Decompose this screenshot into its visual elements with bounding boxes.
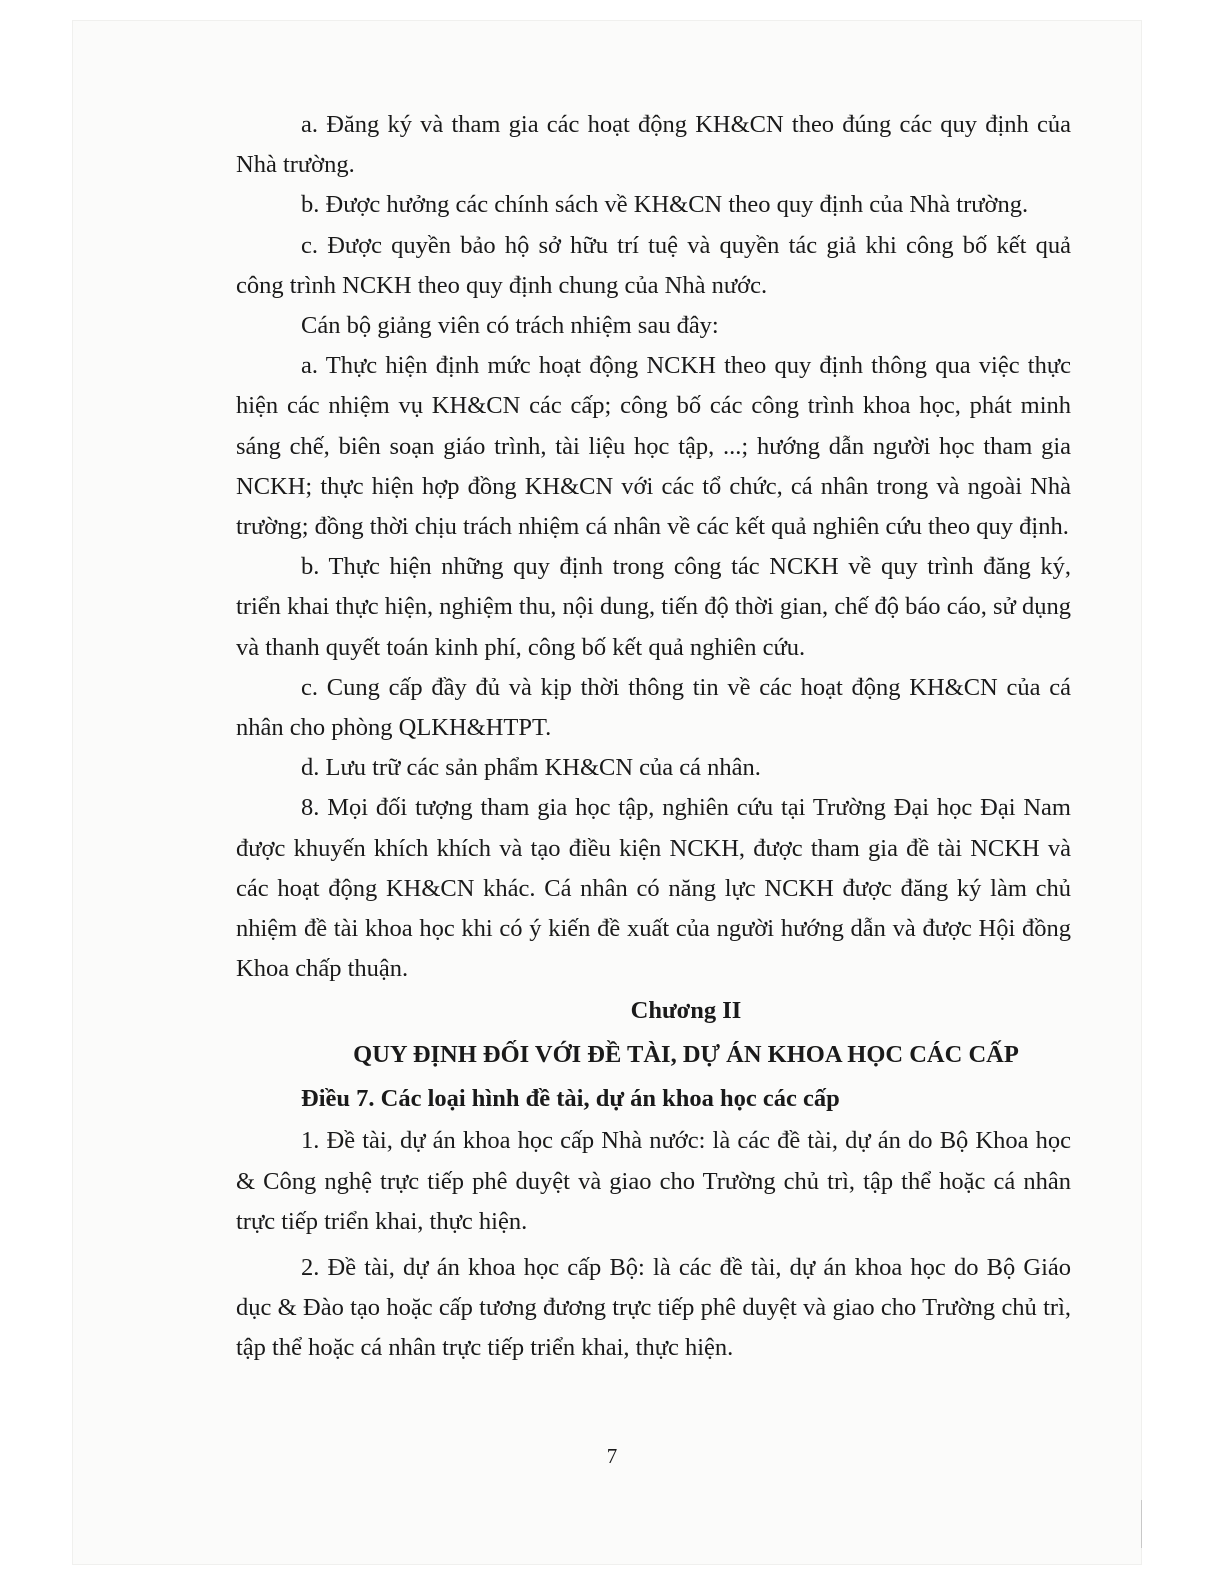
paragraph-responsibility-d: d. Lưu trữ các sản phẩm KH&CN của cá nhân. — [301, 754, 761, 782]
paragraph-rights-a: a. Đăng ký và tham gia các hoạt động KH&CN theo đúng các quy định của Nhà trường. — [236, 111, 1071, 179]
paragraph-responsibility-b: b. Thực hiện những quy định trong công tác NCKH về quy trình đăng ký, triển khai thực hiện, nghiệm thu, nội dung, tiến độ thời gian, chế độ báo cáo, sử dụng và thanh quyết toán kinh phí, công bố kết quả nghiên cứu. — [236, 553, 1071, 661]
chapter-title: QUY ĐỊNH ĐỐI VỚI ĐỀ TÀI, DỰ ÁN KHOA HỌC CÁC CẤP — [353, 1041, 1019, 1069]
article-heading: Điều 7. Các loại hình đề tài, dự án khoa học các cấp — [301, 1085, 840, 1113]
paragraph-responsibilities-intro: Cán bộ giảng viên có trách nhiệm sau đây: — [301, 312, 719, 340]
article-paragraph-1: 1. Đề tài, dự án khoa học cấp Nhà nước: là các đề tài, dự án do Bộ Khoa học & Công nghệ trực tiếp phê duyệt và giao cho Trường chủ trì, tập thể hoặc cá nhân trực tiếp triển khai, thực hiện. — [236, 1127, 1071, 1235]
paragraph-rights-b: b. Được hưởng các chính sách về KH&CN theo quy định của Nhà trường. — [301, 191, 1029, 219]
page-number: 7 — [606, 1444, 618, 1468]
paragraph-responsibility-a: a. Thực hiện định mức hoạt động NCKH theo quy định thông qua việc thực hiện các nhiệm vụ KH&CN các cấp; công bố các công trình khoa học, phát minh sáng chế, biên soạn giáo trình, tài liệu học tập, ...; hướng dẫn người học tham gia NCKH; thực hiện hợp đồng KH&CN với các tổ chức, cá nhân trong và ngoài Nhà trường; đồng thời chịu trách nhiệm cá nhân về các kết quả nghiên cứu theo quy định. — [236, 352, 1071, 541]
paragraph-item-8: 8. Mọi đối tượng tham gia học tập, nghiên cứu tại Trường Đại học Đại Nam được khuyến khích khích và tạo điều kiện NCKH, được tham gia đề tài NCKH và các hoạt động KH&CN khác. Cá nhân có năng lực NCKH được đăng ký làm chủ nhiệm đề tài khoa học khi có ý kiến đề xuất của người hướng dẫn và được Hội đồng Khoa chấp thuận. — [236, 794, 1071, 983]
paragraph-responsibility-c: c. Cung cấp đầy đủ và kịp thời thông tin về các hoạt động KH&CN của cá nhân cho phòng QLKH&HTPT. — [236, 673, 1071, 742]
scan-edge-mark — [1141, 1500, 1142, 1548]
chapter-label: Chương II — [630, 997, 742, 1025]
document-body — [236, 105, 1071, 1369]
paragraph-rights-c: c. Được quyền bảo hộ sở hữu trí tuệ và quyền tác giả khi công bố kết quả công trình NCKH theo quy định chung của Nhà nước. — [236, 231, 1071, 299]
article-paragraph-2: 2. Đề tài, dự án khoa học cấp Bộ: là các đề tài, dự án khoa học do Bộ Giáo dục & Đào tạo hoặc cấp tương đương trực tiếp phê duyệt và giao cho Trường chủ trì, tập thể hoặc cá nhân trực tiếp triển khai, thực hiện. — [236, 1254, 1071, 1362]
